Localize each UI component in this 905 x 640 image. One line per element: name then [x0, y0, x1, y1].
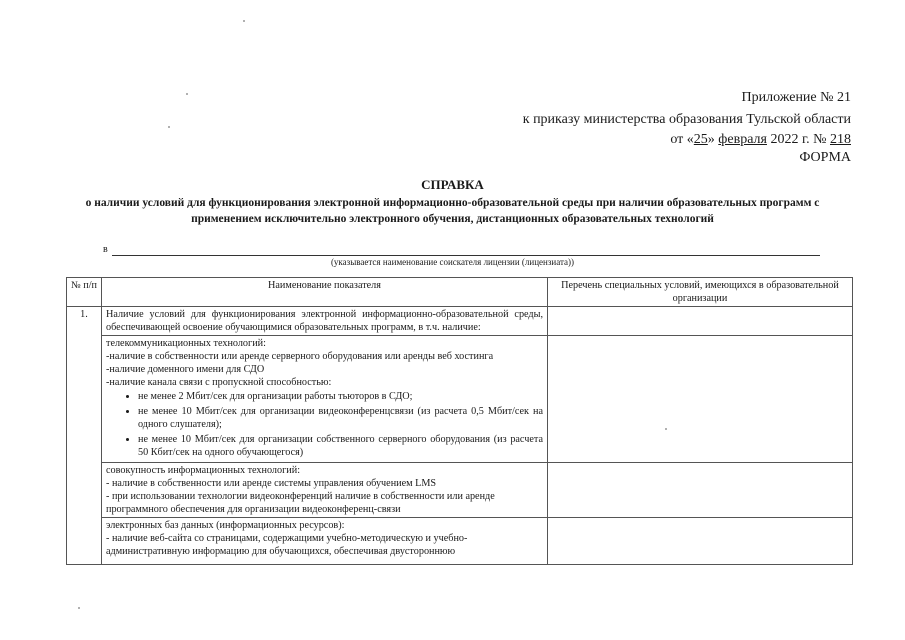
telecom-conditions-cell: [548, 336, 853, 463]
header-number: № п/п: [67, 278, 102, 307]
info-tech-cell: [102, 463, 548, 518]
org-name-hint: (указывается наименование соискателя лицензии (лицензиата)): [330, 257, 575, 267]
scan-speck: [78, 607, 80, 609]
table-header-row: [67, 278, 853, 307]
scan-speck: [168, 126, 170, 128]
table-row: [67, 307, 853, 336]
intro-cell: Наличие условий для функционирования электронной информационно-образовательной среды, обеспечивающей освоение обучающимися образовательных программ, в т.ч. наличие:: [102, 307, 548, 336]
list-item: • не менее 10 Мбит/сек для организации собственного серверного оборудования (из расчета 50 Кбит/сек на одного обучающегося): [138, 433, 543, 459]
org-name-line: [112, 255, 820, 256]
scan-speck: [243, 20, 245, 22]
databases-heading: электронных баз данных (информационных ресурсов):: [106, 520, 345, 531]
info-tech-line: - при использовании технологии видеоконференций наличие в собственности или аренде программного обеспечения для организации видеоконференц-связи: [106, 491, 495, 515]
info-tech-heading: совокупность информационных технологий:: [106, 465, 301, 476]
document-subtitle: о наличии условий для функционирования электронной информационно-образовательной среды при наличии образовательных программ с применением исключительно электронного обучения, дистанционных образовательных технологий: [85, 197, 820, 225]
org-prefix: в: [103, 244, 108, 255]
telecom-heading: телекоммуникационных технологий:: [106, 338, 266, 349]
databases-conditions-cell: [548, 518, 853, 565]
header-indicator: Наименование показателя: [102, 278, 548, 307]
list-item: • не менее 2 Мбит/сек для организации работы тьюторов в СДО;: [138, 390, 543, 403]
info-tech-conditions-cell: [548, 463, 853, 518]
date-month: февраля: [718, 132, 767, 147]
scan-speck: [665, 428, 667, 430]
order-date-line: [670, 130, 851, 150]
table-row: [67, 336, 853, 463]
date-mid: »: [707, 132, 719, 147]
intro-conditions-cell: [548, 307, 853, 336]
telecom-line: -наличие доменного имени для СДО: [106, 364, 265, 375]
form-label: ФОРМА: [799, 150, 851, 165]
header-conditions: Перечень специальных условий, имеющихся в образовательной организации: [548, 278, 853, 307]
date-day: 25: [693, 132, 708, 147]
list-item: • не менее 10 Мбит/сек для организации видеоконференцсвязи (из расчета 0,5 Мбит/сек на одного слушателя);: [138, 405, 543, 431]
table-row: [67, 463, 853, 518]
appendix-number: Приложение № 21: [741, 90, 851, 105]
telecom-line: -наличие в собственности или аренде серверного оборудования или аренды веб хостинга: [106, 351, 494, 362]
telecom-cell: [102, 336, 548, 463]
conditions-table: [66, 277, 853, 565]
databases-content: [106, 519, 543, 563]
order-reference: к приказу министерства образования Тульской области: [522, 112, 851, 127]
document-title: СПРАВКА: [421, 177, 484, 192]
table-row: [67, 518, 853, 565]
bandwidth-list: [106, 390, 543, 459]
databases-line: - наличие веб-сайта со страницами, содержащими учебно-методическую и учебно-административную информацию для обучающихся, обеспечивая двустороннюю: [106, 533, 468, 557]
order-number: 218: [830, 132, 851, 147]
row-number: 1.: [67, 307, 102, 565]
telecom-line: -наличие канала связи с пропускной способностью:: [106, 377, 332, 388]
date-prefix: от «: [670, 132, 694, 147]
scan-speck: [186, 93, 188, 95]
databases-cell: [102, 518, 548, 565]
date-year: 2022 г. №: [766, 132, 830, 147]
info-tech-line: - наличие в собственности или аренде системы управления обучением LMS: [106, 478, 437, 489]
